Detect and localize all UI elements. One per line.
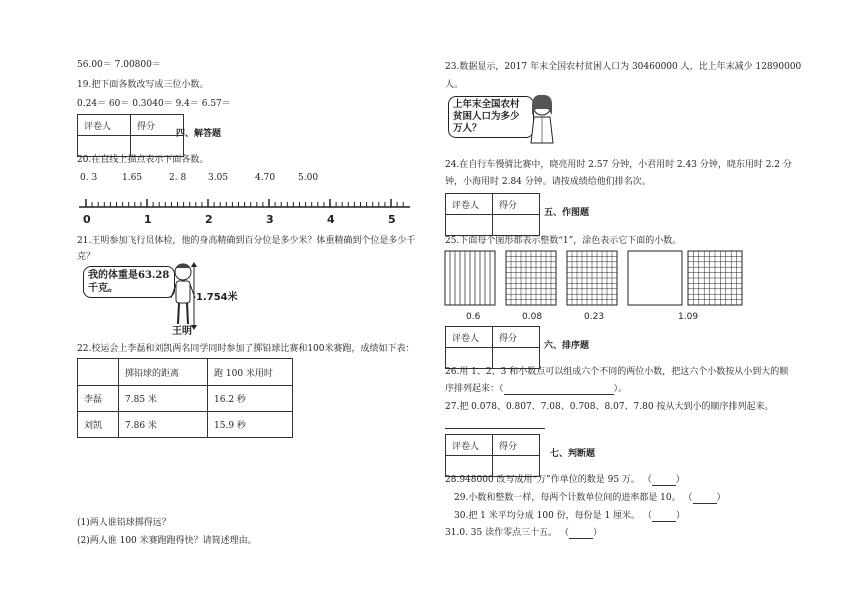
section-5-title: 五、作图题	[544, 208, 590, 218]
q21-line2: 克？	[77, 252, 96, 262]
q28-prompt: 28.948000 改写成用“万”作单位的数是 95 万。 （	[445, 475, 652, 485]
table-cell: 7.86 米	[119, 412, 208, 438]
q20-value: 5.00	[298, 173, 319, 183]
q20-value: 3.05	[208, 173, 229, 183]
number-line[interactable]	[75, 195, 415, 225]
table-cell: 跑 100 米用时	[208, 359, 293, 386]
q24-line1: 24.在自行车慢骑比赛中，晓亮用时 2.57 分钟，小君用时 2.43 分钟，晓东用时 2.2 分	[445, 160, 792, 170]
result-table	[77, 358, 293, 438]
answer-blank[interactable]	[652, 476, 676, 486]
table-cell: 16.2 秒	[208, 386, 293, 412]
answer-blank[interactable]	[504, 385, 614, 395]
table-cell: 刘凯	[78, 412, 119, 438]
table-cell: 掷铅球的距离	[119, 359, 208, 386]
q20-value: 2. 8	[169, 173, 187, 183]
score-table-cell: 评卷人	[446, 327, 493, 348]
q26-prefix: 序排列起来：（	[445, 384, 504, 394]
bubble-line: 我的体重是63.28	[88, 270, 170, 281]
table-cell: 李磊	[78, 386, 119, 412]
paren-close: ）	[675, 475, 685, 485]
tick-label-5: 5	[388, 213, 396, 226]
q24-line2: 钟，小海用时 2.84 分钟。请按成绩给他们排名次。	[445, 177, 651, 187]
score-table-cell: 得分	[493, 435, 540, 456]
section-6-title: 六、排序题	[544, 341, 590, 351]
fig-label: 0.23	[584, 312, 605, 322]
score-table-cell: 评卷人	[446, 194, 493, 215]
paren-close: ）	[716, 493, 726, 503]
q20-value: 0. 3	[80, 173, 98, 183]
section-7-title: 七、判断题	[550, 449, 596, 459]
q20-text: 20.在直线上描点表示下面各数。	[77, 155, 209, 165]
q31-prompt: 31.0. 35 读作零点三十五。 （	[445, 528, 569, 538]
tick-label-0: 0	[83, 213, 91, 226]
speech-bubble	[448, 96, 534, 138]
girl-figure-icon	[528, 93, 556, 145]
fig-label: 1.09	[678, 312, 699, 322]
answer-blank[interactable]	[652, 512, 676, 522]
score-table-cell: 得分	[493, 327, 540, 348]
table-cell: 7.85 米	[119, 386, 208, 412]
tick-label-3: 3	[266, 213, 274, 226]
section-4-title: 四、解答题	[176, 129, 222, 139]
answer-line[interactable]	[445, 428, 545, 429]
paren-close: ）	[592, 528, 602, 538]
q26-line1: 26.用 1、2、3 和小数点可以组成六个不同的两位小数，把这六个小数按从小到大的顺	[445, 367, 789, 377]
score-table-3	[445, 326, 540, 369]
q25-text: 25.下面每个图形都表示整数“1”，涂色表示它下面的小数。	[445, 236, 682, 246]
fig-label: 0.08	[522, 312, 543, 322]
score-table-cell[interactable]	[493, 215, 540, 236]
score-table-4	[445, 434, 540, 477]
figure-frame	[628, 251, 682, 305]
figure-hundredths-a[interactable]	[505, 250, 557, 306]
figure-two-squares[interactable]	[627, 250, 743, 306]
answer-blank[interactable]	[569, 529, 593, 539]
q30-text	[454, 511, 685, 522]
score-table-1	[77, 114, 184, 157]
score-table-cell[interactable]	[446, 215, 493, 236]
figure-tenths[interactable]	[444, 250, 496, 306]
score-table-cell: 得分	[131, 115, 184, 136]
score-table-2	[445, 193, 540, 236]
score-table-cell[interactable]	[78, 136, 131, 157]
q19-text: 19.把下面各数改写成三位小数。	[77, 80, 209, 90]
q28-text	[445, 475, 685, 486]
q22-part2: (2)两人谁 100 米赛跑跑得快？请简述理由。	[77, 536, 257, 546]
q23-line1: 23.数据显示，2017 年末全国农村贫困人口为 30460000 人，比上年末减少 12890000	[445, 62, 802, 72]
fig-label: 0.6	[466, 312, 481, 322]
q29-prompt: 29.小数和整数一样，每两个计数单位间的进率都是 10。 （	[454, 493, 693, 503]
q20-value: 4.70	[255, 173, 276, 183]
score-table-cell[interactable]	[446, 456, 493, 477]
score-table-cell: 得分	[493, 194, 540, 215]
q23-line2: 人。	[445, 80, 464, 90]
name-label: 王明	[172, 326, 192, 337]
q27-text: 27.把 0.078、0.807、7.08、0.708、8.07、7.80 按从大到小的顺序排列起来。	[445, 402, 774, 412]
bubble-line: 贫困人口为多少	[453, 111, 520, 122]
q29-text	[454, 493, 726, 504]
table-cell: 15.9 秒	[208, 412, 293, 438]
score-table-cell[interactable]	[493, 348, 540, 369]
speech-bubble	[83, 266, 175, 298]
tick-label-1: 1	[144, 213, 152, 226]
bubble-line: 上年末全国农村	[453, 99, 520, 110]
q22-text: 22.校运会上李磊和刘凯两名同学同时参加了掷铅球比赛和100米赛跑，成绩如下表：	[77, 344, 415, 354]
q26-suffix: ）。	[613, 384, 628, 394]
bubble-line: 千克。	[88, 283, 118, 294]
table-cell	[78, 359, 119, 386]
figure-hundredths-b[interactable]	[566, 250, 618, 306]
score-table-cell: 评卷人	[446, 435, 493, 456]
q21-line1: 21.王明参加飞行员体检，他的身高精确到百分位是多少米？体重精确到个位是多少千	[77, 236, 416, 246]
score-table-cell[interactable]	[493, 456, 540, 477]
paren-close: ）	[675, 511, 685, 521]
tick-label-2: 2	[205, 213, 213, 226]
q22-part1: (1)两人谁铅球掷得远？	[77, 518, 171, 528]
q20-value: 1.65	[122, 173, 143, 183]
height-label: 1.754米	[196, 292, 238, 303]
answer-blank[interactable]	[693, 494, 717, 504]
q30-prompt: 30.把 1 米平均分成 100 份，每份是 1 厘米。 （	[454, 511, 652, 521]
q26-line2	[445, 384, 627, 395]
q31-text	[445, 528, 602, 539]
q18-tail: 56.00＝ 7.00800＝	[77, 60, 161, 70]
score-table-cell[interactable]	[446, 348, 493, 369]
q19-items: 0.24＝ 60＝ 0.3040＝ 9.4＝ 6.57＝	[77, 99, 231, 109]
tick-label-4: 4	[327, 213, 335, 226]
score-table-cell: 评卷人	[78, 115, 131, 136]
bubble-line: 万人？	[453, 123, 482, 134]
